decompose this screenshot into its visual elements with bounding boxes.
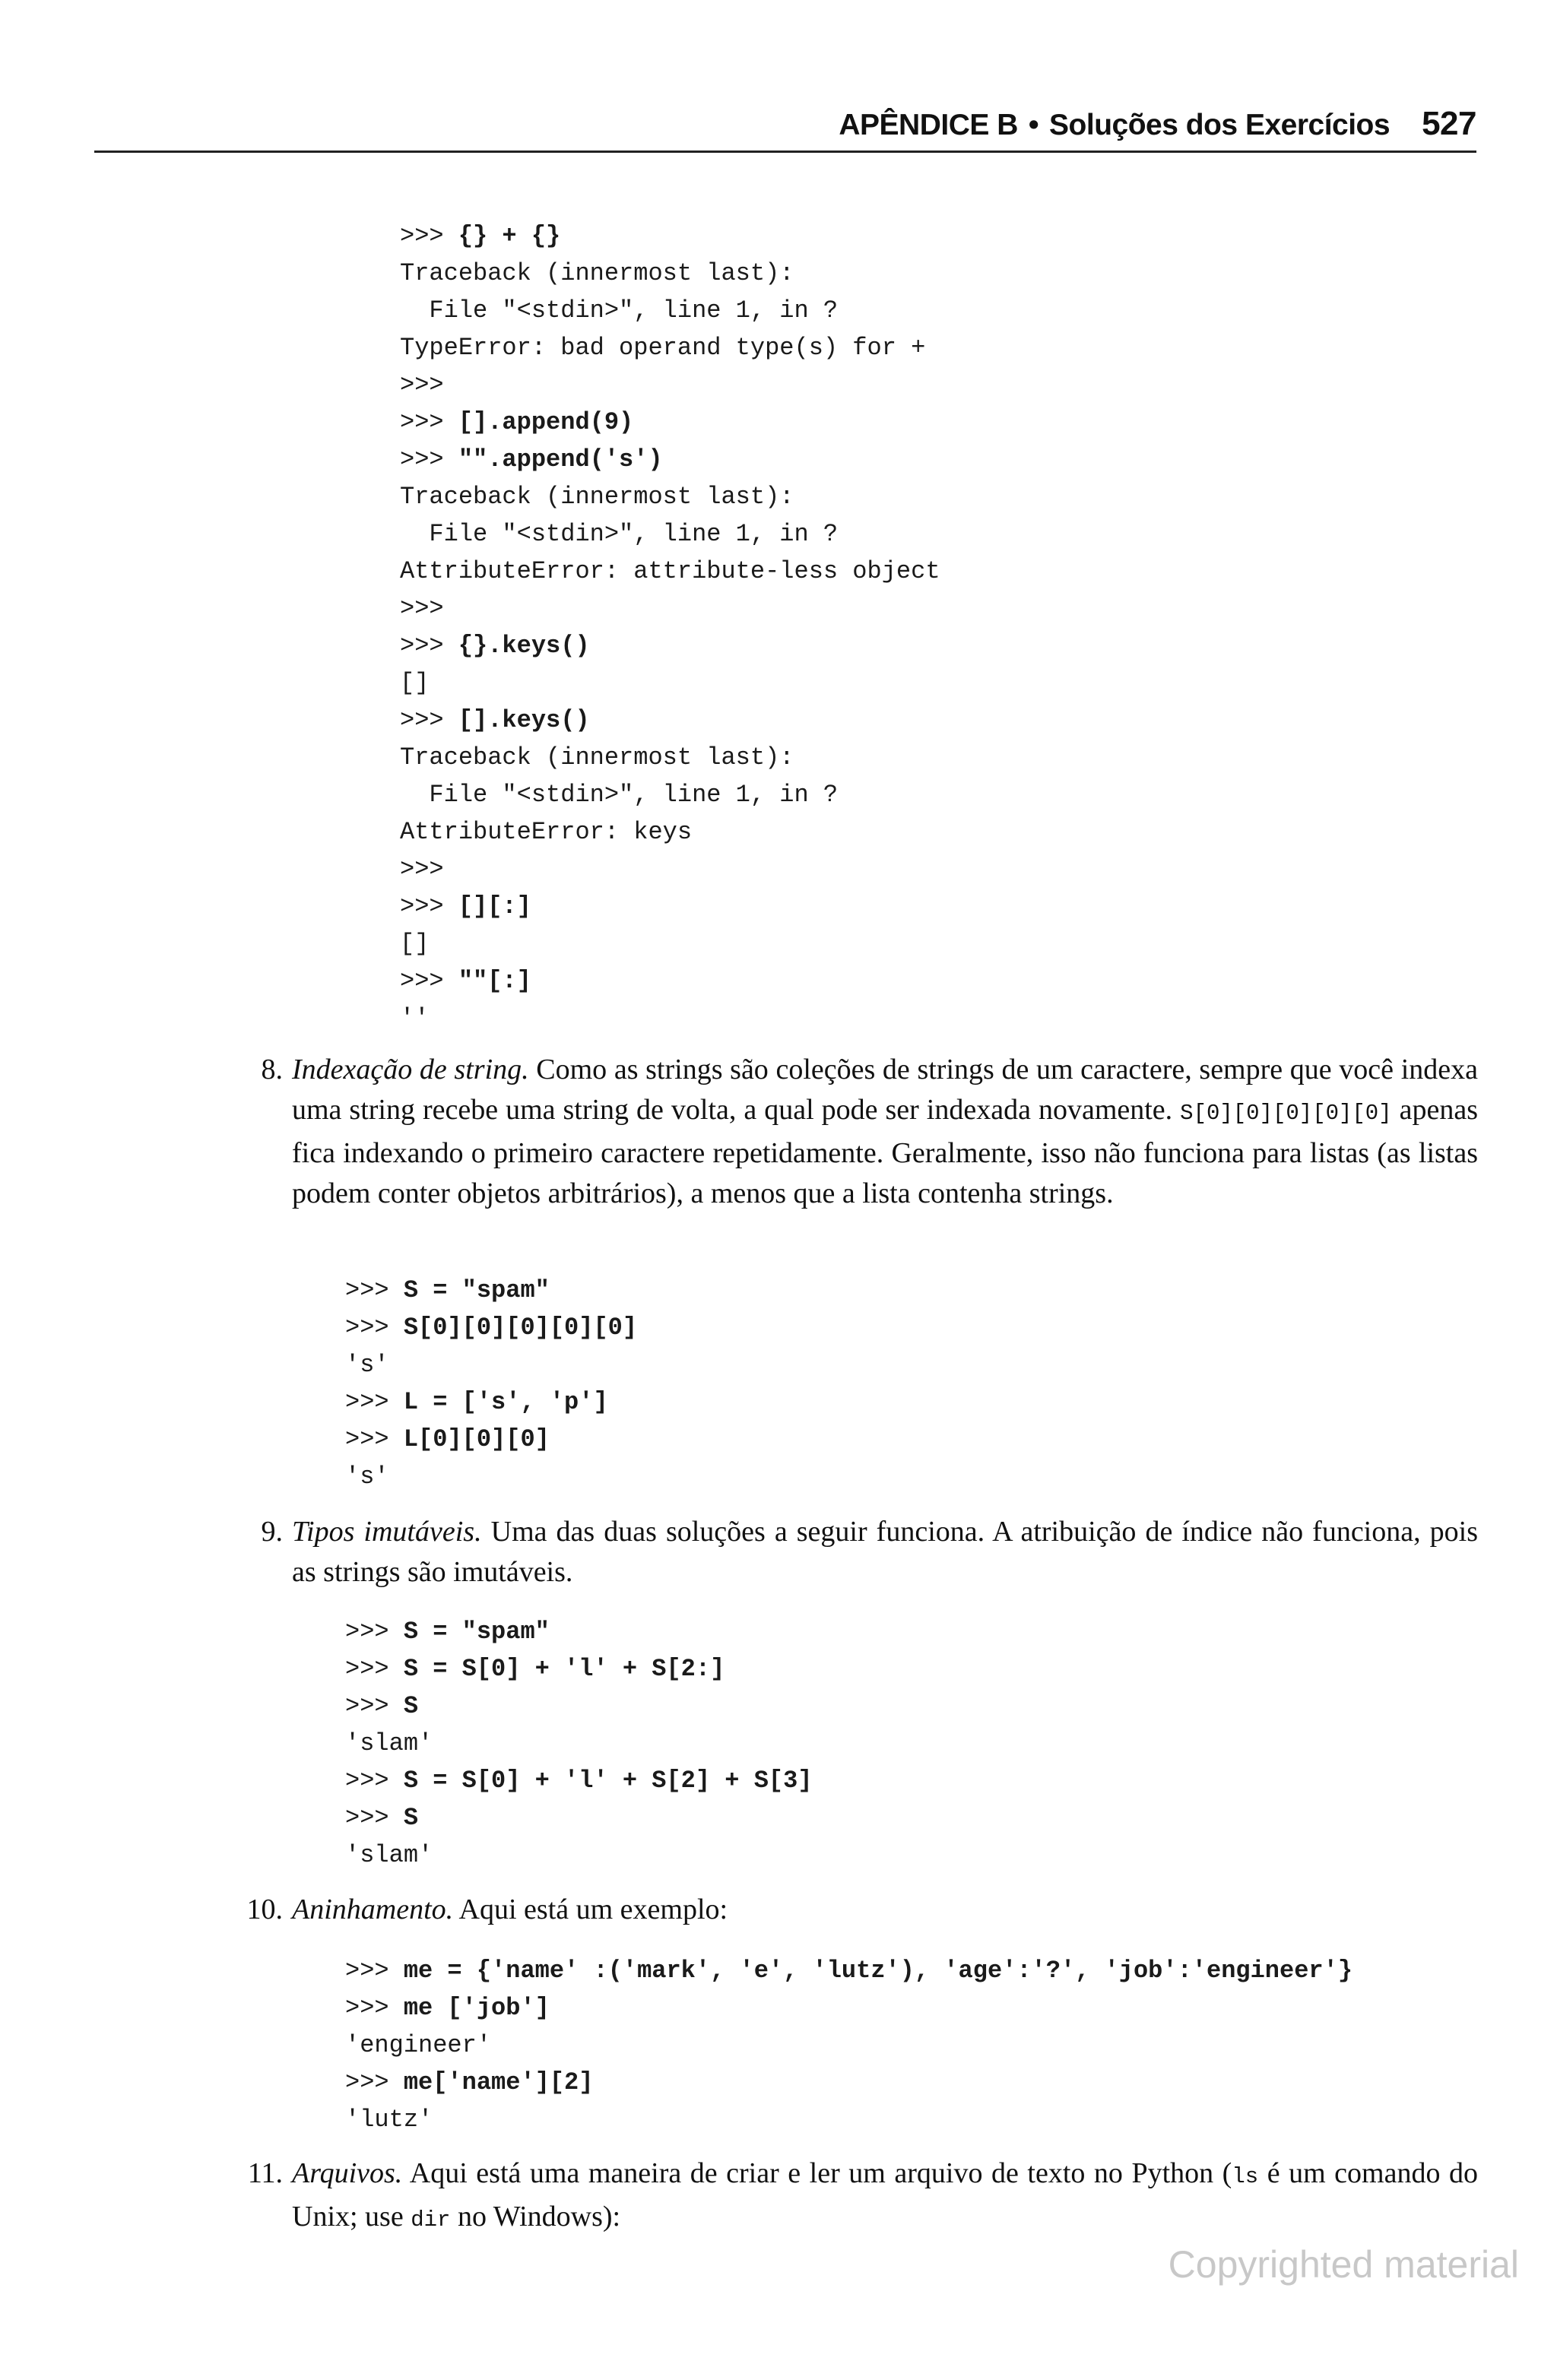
code-output: TypeError: bad operand type(s) for +: [400, 334, 926, 362]
code-output: AttributeError: attribute-less object: [400, 557, 940, 585]
prompt: >>>: [400, 408, 458, 436]
prompt: >>>: [400, 706, 458, 734]
code-line: [345, 1272, 637, 1309]
code-line: [400, 404, 940, 441]
prompt: >>>: [345, 1314, 404, 1342]
code-line: [345, 1383, 637, 1421]
code-output: >>>: [400, 371, 444, 399]
code-line: [400, 515, 940, 553]
code-input: S = S[0] + 'l' + S[2:]: [403, 1655, 725, 1683]
exercise-term: Tipos imutáveis.: [292, 1516, 482, 1548]
code-input: [].append(9): [458, 408, 634, 436]
code-output: 'slam': [345, 1729, 433, 1757]
code-output: '': [400, 1004, 430, 1032]
code-line: [400, 478, 940, 515]
prompt: >>>: [345, 1692, 404, 1720]
prompt: >>>: [400, 632, 458, 660]
code-line: [345, 2027, 1352, 2064]
code-output: Traceback (innermost last):: [400, 483, 794, 511]
code-line: [345, 1799, 813, 1836]
code-output: 's': [345, 1351, 389, 1379]
running-header: [94, 105, 1476, 153]
prompt: >>>: [400, 222, 458, 250]
code-line: [400, 292, 940, 329]
code-line: [400, 366, 940, 404]
code-input: S[0][0][0][0][0]: [403, 1314, 638, 1342]
code-line: [400, 217, 940, 255]
code-input: "".append('s'): [458, 445, 663, 474]
prompt: >>>: [400, 967, 458, 995]
code-output: File "<stdin>", line 1, in ?: [400, 520, 839, 548]
code-line: [345, 1952, 1352, 1989]
code-input: [][:]: [458, 892, 531, 921]
code-input: [].keys(): [458, 706, 590, 734]
code-line: [400, 664, 940, 702]
prompt: >>>: [400, 892, 458, 921]
code-line: [400, 441, 940, 478]
exercise-number: 8.: [261, 1054, 283, 1085]
code-output: Traceback (innermost last):: [400, 259, 794, 287]
prompt: >>>: [345, 1618, 404, 1646]
code-line: [400, 925, 940, 962]
exercise-9: [261, 1512, 1478, 1592]
exercise-number: 11.: [247, 2157, 283, 2189]
code-output: Traceback (innermost last):: [400, 743, 794, 772]
prompt: >>>: [345, 1767, 404, 1795]
code-output: File "<stdin>", line 1, in ?: [400, 781, 839, 809]
prompt: >>>: [400, 445, 458, 474]
code-block-3: [345, 1613, 813, 1874]
code-block-4: [345, 1952, 1352, 2138]
code-output: []: [400, 930, 430, 958]
code-line: [345, 2064, 1352, 2101]
code-input: L = ['s', 'p']: [403, 1388, 608, 1416]
code-line: [400, 776, 940, 813]
code-input: S: [403, 1804, 419, 1832]
prompt: >>>: [345, 2068, 404, 2096]
code-line: [400, 329, 940, 366]
code-line: [400, 813, 940, 851]
code-block-2: [345, 1272, 637, 1495]
code-line: [345, 1762, 813, 1799]
code-output: 'engineer': [345, 2031, 492, 2059]
code-line: [400, 590, 940, 627]
code-input: S = "spam": [403, 1618, 550, 1646]
header-bullet: •: [1028, 109, 1039, 141]
chapter-subtitle: Soluções dos Exercícios: [1049, 109, 1391, 141]
code-input: me = {'name' :('mark', 'e', 'lutz'), 'age':'?', 'job':'engineer'}: [403, 1957, 1353, 1985]
code-line: [345, 1725, 813, 1762]
prompt: >>>: [345, 1655, 404, 1683]
code-input: {} + {}: [458, 222, 561, 250]
code-line: [345, 1836, 813, 1874]
exercise-11: [247, 2153, 1479, 2240]
code-input: S: [403, 1692, 419, 1720]
code-output: AttributeError: keys: [400, 818, 693, 846]
prompt: >>>: [345, 1804, 404, 1832]
exercise-text: Como as strings são coleções de strings de um caractere, sempre que você indexa uma string recebe uma string de volta, a qual pode ser indexada novamente.: [292, 1054, 1478, 1126]
code-line: [400, 255, 940, 292]
code-line: [400, 851, 940, 888]
prompt: >>>: [345, 1388, 404, 1416]
exercise-term: Aninhamento.: [292, 1894, 454, 1925]
exercise-text: Uma das duas soluções a seguir funciona. A atribuição de índice não funciona, pois as strings são imutáveis.: [292, 1516, 1478, 1588]
inline-code-dir: dir: [411, 2207, 451, 2233]
inline-code-ls: ls: [1232, 2164, 1259, 2189]
code-input: S = S[0] + 'l' + S[2] + S[3]: [403, 1767, 813, 1795]
exercise-text-continued: apenas fica indexando o primeiro caractere repetidamente. Geralmente, isso não funciona para listas (as listas podem conter objetos arbitrários), a menos que a lista contenha strings.: [292, 1094, 1479, 1209]
copyright-watermark: Copyrighted material: [1168, 2243, 1519, 2286]
appendix-title: APÊNDICE B: [839, 109, 1018, 141]
exercise-term: Indexação de string.: [292, 1054, 529, 1085]
code-line: [400, 1000, 940, 1037]
code-input: S = "spam": [403, 1276, 550, 1304]
code-output: >>>: [400, 855, 444, 883]
code-line: [400, 627, 940, 664]
code-line: [400, 739, 940, 776]
exercise-text-continued: é um comando do Unix; use: [292, 2157, 1479, 2233]
code-output: 's': [345, 1463, 389, 1491]
code-line: [345, 1309, 637, 1346]
prompt: >>>: [345, 1957, 404, 1985]
exercise-number: 9.: [261, 1516, 283, 1548]
code-line: [345, 1346, 637, 1383]
exercise-text: Aqui está uma maneira de criar e ler um arquivo de texto no Python (: [402, 2157, 1232, 2189]
code-output: []: [400, 669, 430, 697]
exercise-term: Arquivos.: [292, 2157, 403, 2189]
code-line: [400, 962, 940, 1000]
code-line: [400, 553, 940, 590]
code-output: 'lutz': [345, 2106, 433, 2134]
inline-code: S[0][0][0][0][0]: [1180, 1101, 1392, 1126]
exercise-10: [246, 1890, 1478, 1930]
code-input: me ['job']: [403, 1994, 550, 2022]
code-input: {}.keys(): [458, 632, 590, 660]
code-output: >>>: [400, 594, 444, 623]
code-line: [400, 888, 940, 925]
code-line: [345, 1421, 637, 1458]
code-input: L[0][0][0]: [403, 1425, 550, 1453]
code-line: [345, 2101, 1352, 2138]
code-line: [345, 1650, 813, 1688]
code-input: me['name'][2]: [403, 2068, 594, 2096]
header-text: [839, 105, 1476, 143]
code-line: [345, 1613, 813, 1650]
code-line: [400, 702, 940, 739]
code-input: ""[:]: [458, 967, 531, 995]
code-output: 'slam': [345, 1841, 433, 1869]
exercise-8: [261, 1050, 1479, 1214]
prompt: >>>: [345, 1425, 404, 1453]
exercise-text-end: no Windows):: [450, 2201, 621, 2233]
code-block-1: [400, 217, 940, 1037]
code-line: [345, 1688, 813, 1725]
code-line: [345, 1458, 637, 1495]
code-line: [345, 1989, 1352, 2027]
page-number: 527: [1422, 105, 1476, 142]
prompt: >>>: [345, 1994, 404, 2022]
exercise-text: Aqui está um exemplo:: [453, 1894, 728, 1925]
prompt: >>>: [345, 1276, 404, 1304]
exercise-number: 10.: [246, 1894, 283, 1925]
code-output: File "<stdin>", line 1, in ?: [400, 296, 839, 325]
